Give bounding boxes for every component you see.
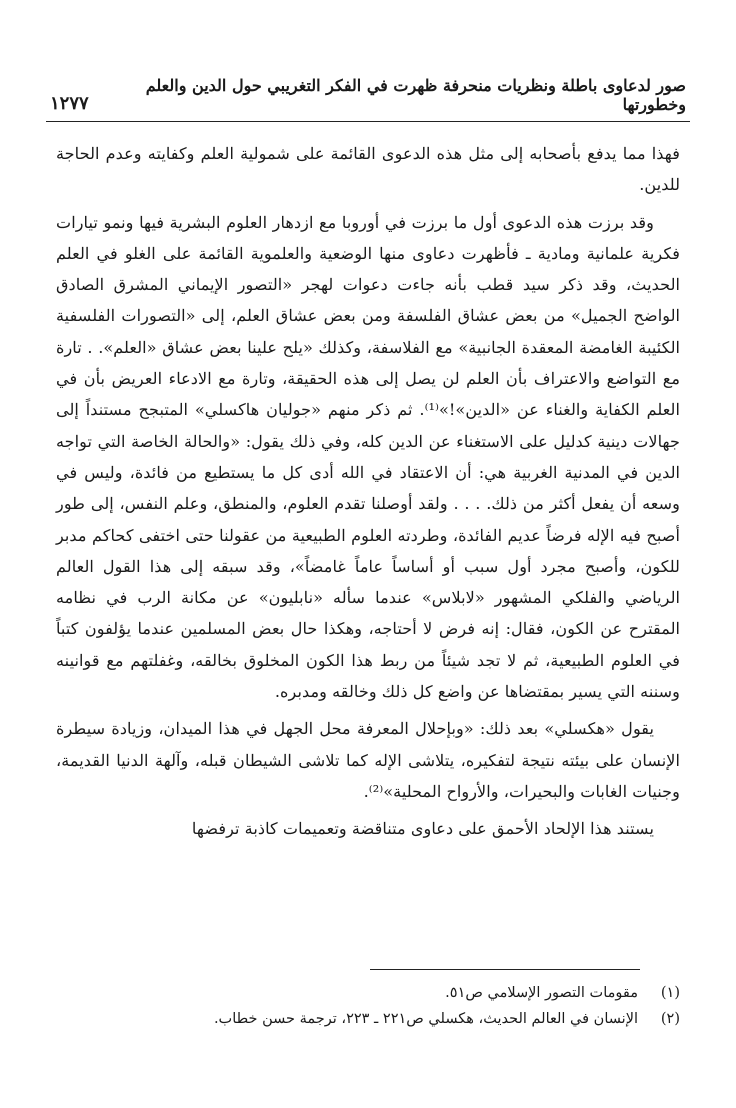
paragraph: فهذا مما يدفع بأصحابه إلى مثل هذه الدعوى القائمة على شمولية العلم وكفايته وعدم الحاجة للدين. [56,144,680,195]
paragraph: يستند هذا الإلحاد الأحمق على دعاوى متناقضة وتعميمات كاذبة ترفضها [191,819,654,839]
header-divider [46,121,690,122]
footnote [56,980,680,1006]
footnote-mark: (٢) [660,1011,680,1027]
footnote-divider [370,969,640,970]
paragraph: يقول «هكسلي» بعد ذلك: «وبإحلال المعرفة محل الجهل في هذا الميدان، وزيادة سيطرة الإنسان على بيئته نتيجة لتفكيره، يتلاشى الإله كما تلاشى الشيطان قبله، وآلهة الدنيا القديمة، وجنيات الغابات والبحيرات، والأرواح المحلية»⁽²⁾. [56,719,680,801]
paragraph: وقد برزت هذه الدعوى أول ما برزت في أوروبا مع ازدهار العلوم البشرية فيها ونمو تيارات فكرية علمانية ومادية ـ فأظهرت دعاوى منها الوضعية والعلموية القائمة على الغلو في العلم الحديث، وقد ذكر سيد قطب بأنه جاءت دعوات لهجر «التصور الإيماني المشرق الصادق الواضح الجميل» من بعض عشاق الفلسفة ومن بعض عشاق العلم، إلى «التصورات الفلسفية الكئيبة الغامضة المعقدة الجانبية» مع الفلاسفة، وكذلك «يلح علينا بعض عشاق «العلم». . تارة مع التواضع والاعتراف بأن العلم لن يصل إلى هذه الحقيقة، وتارة مع الادعاء العريض بأن في العلم الكفاية والغناء عن «الدين»!»⁽¹⁾. ثم ذكر منهم «جوليان هاكسلي» المتبجح مستنداً إلى جهالات دينية كدليل على الاستغناء عن الدين كله، وفي ذلك يقول: «والحالة الخاصة التي تواجه الدين في المدنية الغربية هي: أن الاعتقاد في الله أدى كل ما يستطيع من فائدة، وليس في وسعه أن يفعل أكثر من ذلك. . . . ولقد أوصلنا تقدم العلوم، والمنطق، وعلم النفس، إلى طور أصبح فيه الإله فرضاً عديم الفائدة، وطردته العلوم الطبيعية من عقولنا حتى اختفى كحاكم مدبر للكون، وأصبح مجرد أول سبب أو أساساً عاماً غامضاً»، وقد سبقه إلى هذا القول العالم الرياضي والفلكي المشهور «لابلاس» عندما سأله «نابليون» عن مكانة الرب في نظامه المقترح عن الكون، فقال: إنه فرض لا أحتاجه، وهكذا حال بعض المسلمين عندما يؤلفون كتباً في العلوم الطبيعية، ثم لا تجد شيئاً من ربط هذا الكون المخلوق بخالقه، وغفلتهم مع قوانينه وسننه التي يسير بمقتضاها عن واضع كل ذلك وخالقه ومدبره. [56,212,680,702]
main-text [56,138,680,851]
footnotes [56,980,680,1032]
running-header [50,76,686,114]
footnote-text: مقومات التصور الإسلامي ص٥١. [445,985,638,1001]
footnote [56,1006,680,1032]
footnote-mark: (١) [660,985,680,1001]
page-number: ١٢٧٧ [50,93,89,114]
footnote-text: الإنسان في العالم الحديث، هكسلي ص٢٢١ ـ ٢٢٣، ترجمة حسن خطاب. [213,1011,638,1027]
running-header-title: صور لدعاوى باطلة ونظريات منحرفة ظهرت في الفكر التغريبي حول الدين والعلم وخطورتها [145,76,686,114]
